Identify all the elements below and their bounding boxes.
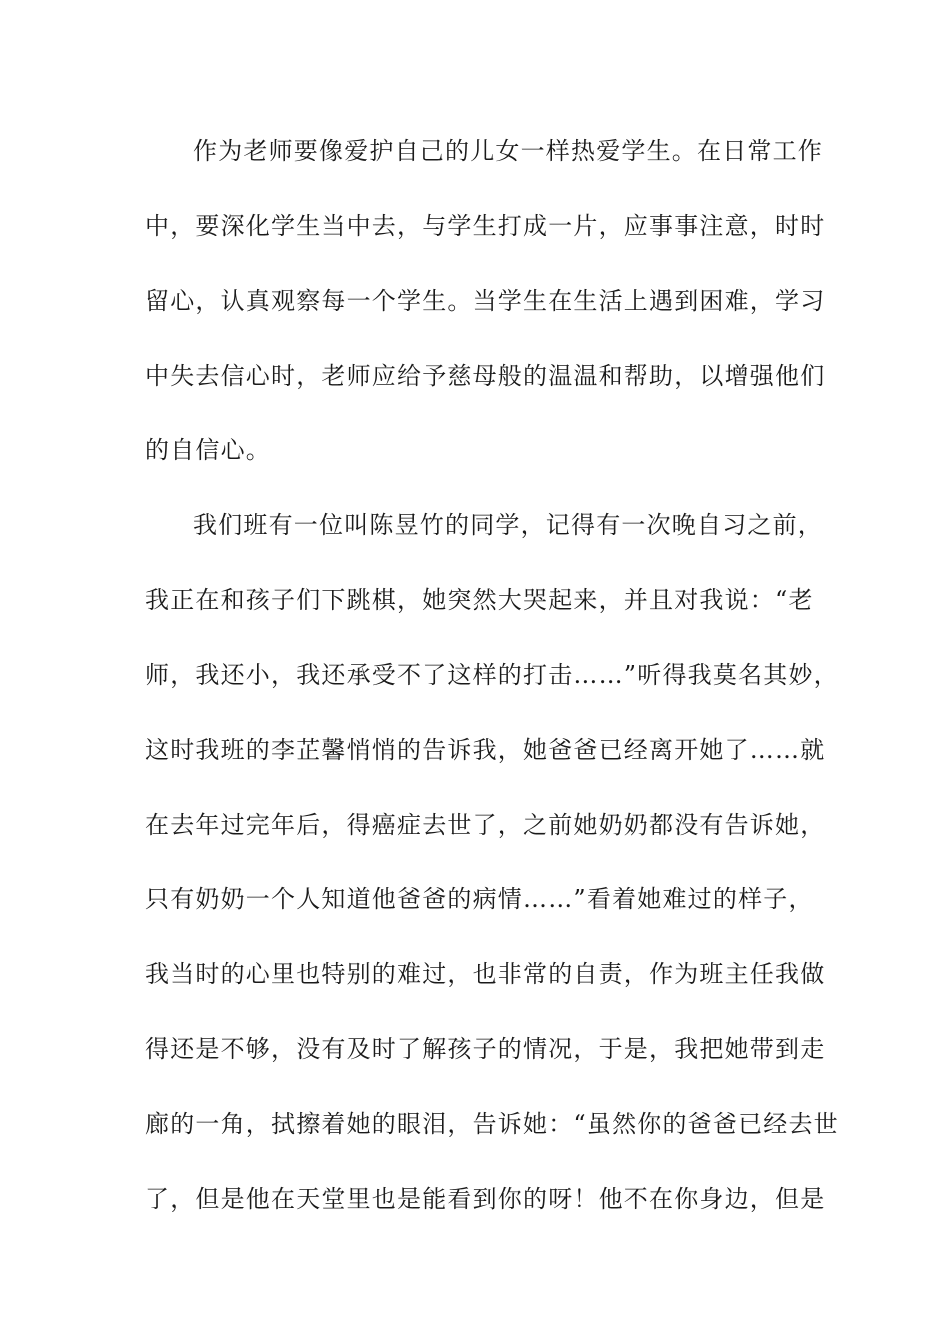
paragraph-2-line-3: 师，我还小，我还承受不了这样的打击……”听得我莫名其妙， [145,661,839,689]
paragraph-1-line-3: 留心，认真观察每一个学生。当学生在生活上遇到困难，学习 [145,287,826,315]
paragraph-1-line-2: 中，要深化学生当中去，与学生打成一片，应事事注意，时时 [145,212,826,240]
paragraph-2-line-6: 只有奶奶一个人知道他爸爸的病情……”看着她难过的样子， [145,885,814,913]
paragraph-2-line-9: 廊的一角，拭擦着她的眼泪，告诉她：“虽然你的爸爸已经去世 [145,1110,839,1138]
paragraph-1-line-1: 作为老师要像爱护自己的儿女一样热爱学生。在日常工作 [193,137,823,165]
paragraph-2-line-5: 在去年过完年后，得癌症去世了，之前她奶奶都没有告诉她， [145,811,826,839]
paragraph-1-line-5: 的自信心。 [145,436,271,464]
paragraph-2-line-10: 了，但是他在天堂里也是能看到你的呀！他不在你身边，但是 [145,1185,826,1213]
paragraph-2-line-7: 我当时的心里也特别的难过，也非常的自责，作为班主任我做 [145,960,826,988]
paragraph-2-line-8: 得还是不够，没有及时了解孩子的情况，于是，我把她带到走 [145,1035,826,1063]
paragraph-2-line-4: 这时我班的李芷馨悄悄的告诉我，她爸爸已经离开她了……就 [145,736,826,764]
paragraph-1-line-4: 中失去信心时，老师应给予慈母般的温温和帮助，以增强他们 [145,362,826,390]
paragraph-2-line-1: 我们班有一位叫陈昱竹的同学，记得有一次晚自习之前， [193,511,823,539]
paragraph-2-line-2: 我正在和孩子们下跳棋，她突然大哭起来，并且对我说：“老 [145,586,814,614]
